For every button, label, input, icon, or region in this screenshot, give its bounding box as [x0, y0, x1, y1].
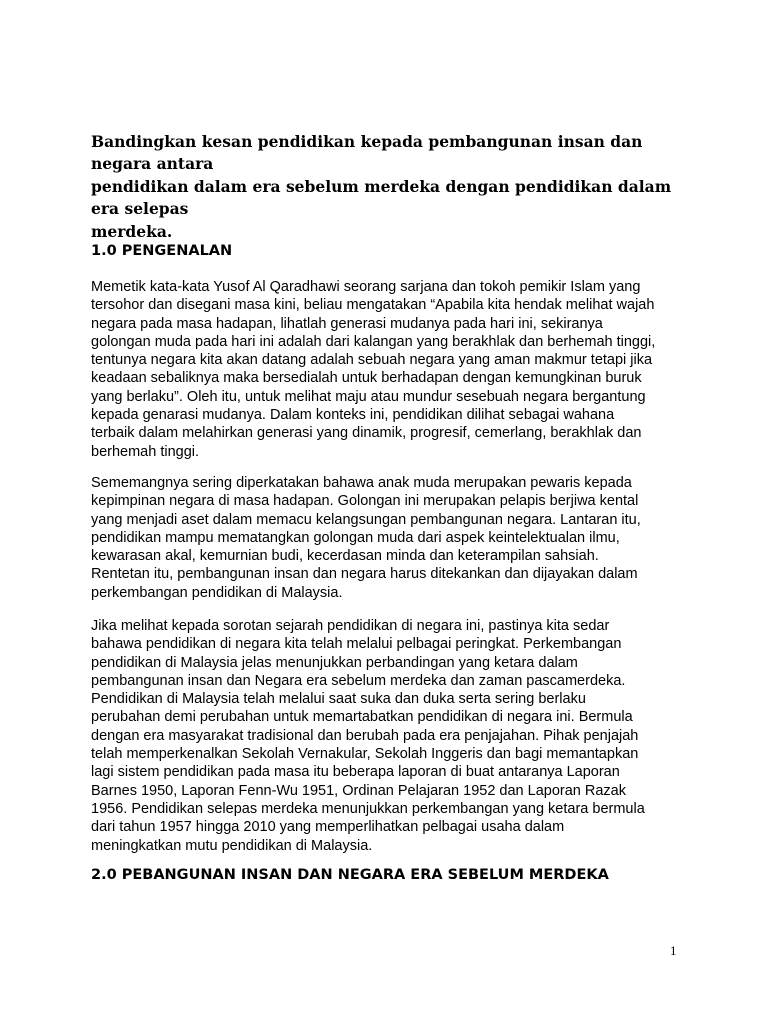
paragraph-line: kepada genarasi mudanya. Dalam konteks ini, pendidikan dilihat sebagai wahana: [91, 407, 615, 424]
paragraph-line: perkembangan pendidikan di Malaysia.: [91, 584, 343, 601]
paragraph-line: perubahan demi perubahan untuk memartabatkan pendidikan di negara ini. Bermula: [91, 709, 633, 726]
paragraph-line: lagi sistem pendidikan pada masa itu beberapa laporan di buat antaranya Laporan: [91, 764, 620, 781]
paragraph-line: pendidikan di Malaysia jelas menunjukkan perbandingan yang ketara dalam: [91, 654, 578, 671]
paragraph-line: dengan era masyarakat tradisional dan berubah pada era penjajahan. Pihak penjajah: [91, 727, 639, 744]
paragraph-line: golongan muda pada hari ini adalah dari kalangan yang berakhlak dan berhemah tinggi,: [91, 333, 656, 350]
paragraph-line: tersohor dan disegani masa kini, beliau mengatakan “Apabila kita hendak melihat wajah: [91, 297, 655, 314]
paragraph-line: berhemah tinggi.: [91, 443, 200, 460]
paragraph-line: pembangunan insan dan Negara era sebelum merdeka dan zaman pascamerdeka.: [91, 672, 626, 689]
paragraph-line: Memetik kata-kata Yusof Al Qaradhawi seorang sarjana dan tokoh pemikir Islam yang: [91, 279, 641, 295]
title-line: merdeka.: [91, 221, 173, 241]
section-heading-pengenalan: 1.0 PENGENALAN: [91, 243, 233, 259]
paragraph-line: bahawa pendidikan di negara kita telah melalui pelbagai peringkat. Perkembangan: [91, 636, 622, 653]
paragraph-line: dari tahun 1957 hingga 2010 yang memperlihatkan pelbagai usaha dalam: [91, 819, 565, 836]
paragraph-3: [91, 617, 645, 855]
paragraph-line: negara pada masa hadapan, lihatlah generasi mudanya pada hari ini, sekiranya: [91, 315, 603, 332]
paragraph-line: yang berlaku”. Oleh itu, untuk melihat maju atau mundur sesebuah negara bergantung: [91, 388, 646, 405]
paragraph-line: terbaik dalam melahirkan generasi yang dinamik, progresif, cemerlang, berakhlak dan: [91, 425, 642, 442]
page-number: 1: [670, 943, 677, 958]
title-line: pendidikan dalam era sebelum merdeka dengan pendidikan dalam era selepas: [91, 176, 672, 219]
paragraph-line: 1956. Pendidikan selepas merdeka menunjukkan perkembangan yang ketara bermula: [91, 800, 645, 817]
paragraph-line: keadaan sebaliknya maka bersedialah untuk berhadapan dengan kemungkinan buruk: [91, 370, 642, 387]
document-title: [91, 131, 691, 243]
title-line: Bandingkan kesan pendidikan kepada pembangunan insan dan negara antara: [91, 132, 643, 174]
paragraph-2: [91, 474, 641, 602]
paragraph-line: Sememangnya sering diperkatakan bahawa anak muda merupakan pewaris kepada: [91, 475, 632, 491]
section-heading-pembangunan: 2.0 PEBANGUNAN INSAN DAN NEGARA ERA SEBELUM MERDEKA: [91, 867, 609, 883]
paragraph-line: telah memperkenalkan Sekolah Vernakular, Sekolah Inggeris dan bagi memantapkan: [91, 746, 639, 763]
paragraph-line: yang menjadi aset dalam memacu kelangsungan pembangunan negara. Lantaran itu,: [91, 511, 641, 528]
paragraph-line: Jika melihat kepada sorotan sejarah pendidikan di negara ini, pastinya kita sedar: [91, 618, 610, 634]
paragraph-line: Pendidikan di Malaysia telah melalui saat suka dan duka serta sering berlaku: [91, 691, 586, 708]
paragraph-line: pendidikan mampu mematangkan golongan muda dari aspek keintelektualan ilmu,: [91, 529, 620, 546]
paragraph-line: kepimpinan negara di masa hadapan. Golongan ini merupakan pelapis berjiwa kental: [91, 493, 639, 510]
paragraph-line: Rentetan itu, pembangunan insan dan negara harus ditekankan dan dijayakan dalam: [91, 566, 638, 583]
paragraph-line: kewarasan akal, kemurnian budi, kecerdasan minda dan keterampilan sahsiah.: [91, 548, 599, 565]
paragraph-line: Barnes 1950, Laporan Fenn-Wu 1951, Ordinan Pelajaran 1952 dan Laporan Razak: [91, 782, 626, 799]
paragraph-line: meningkatkan mutu pendidikan di Malaysia.: [91, 837, 373, 854]
paragraph-line: tentunya negara kita akan datang adalah sebuah negara yang aman makmur tetapi jika: [91, 352, 653, 369]
paragraph-1: [91, 278, 655, 461]
